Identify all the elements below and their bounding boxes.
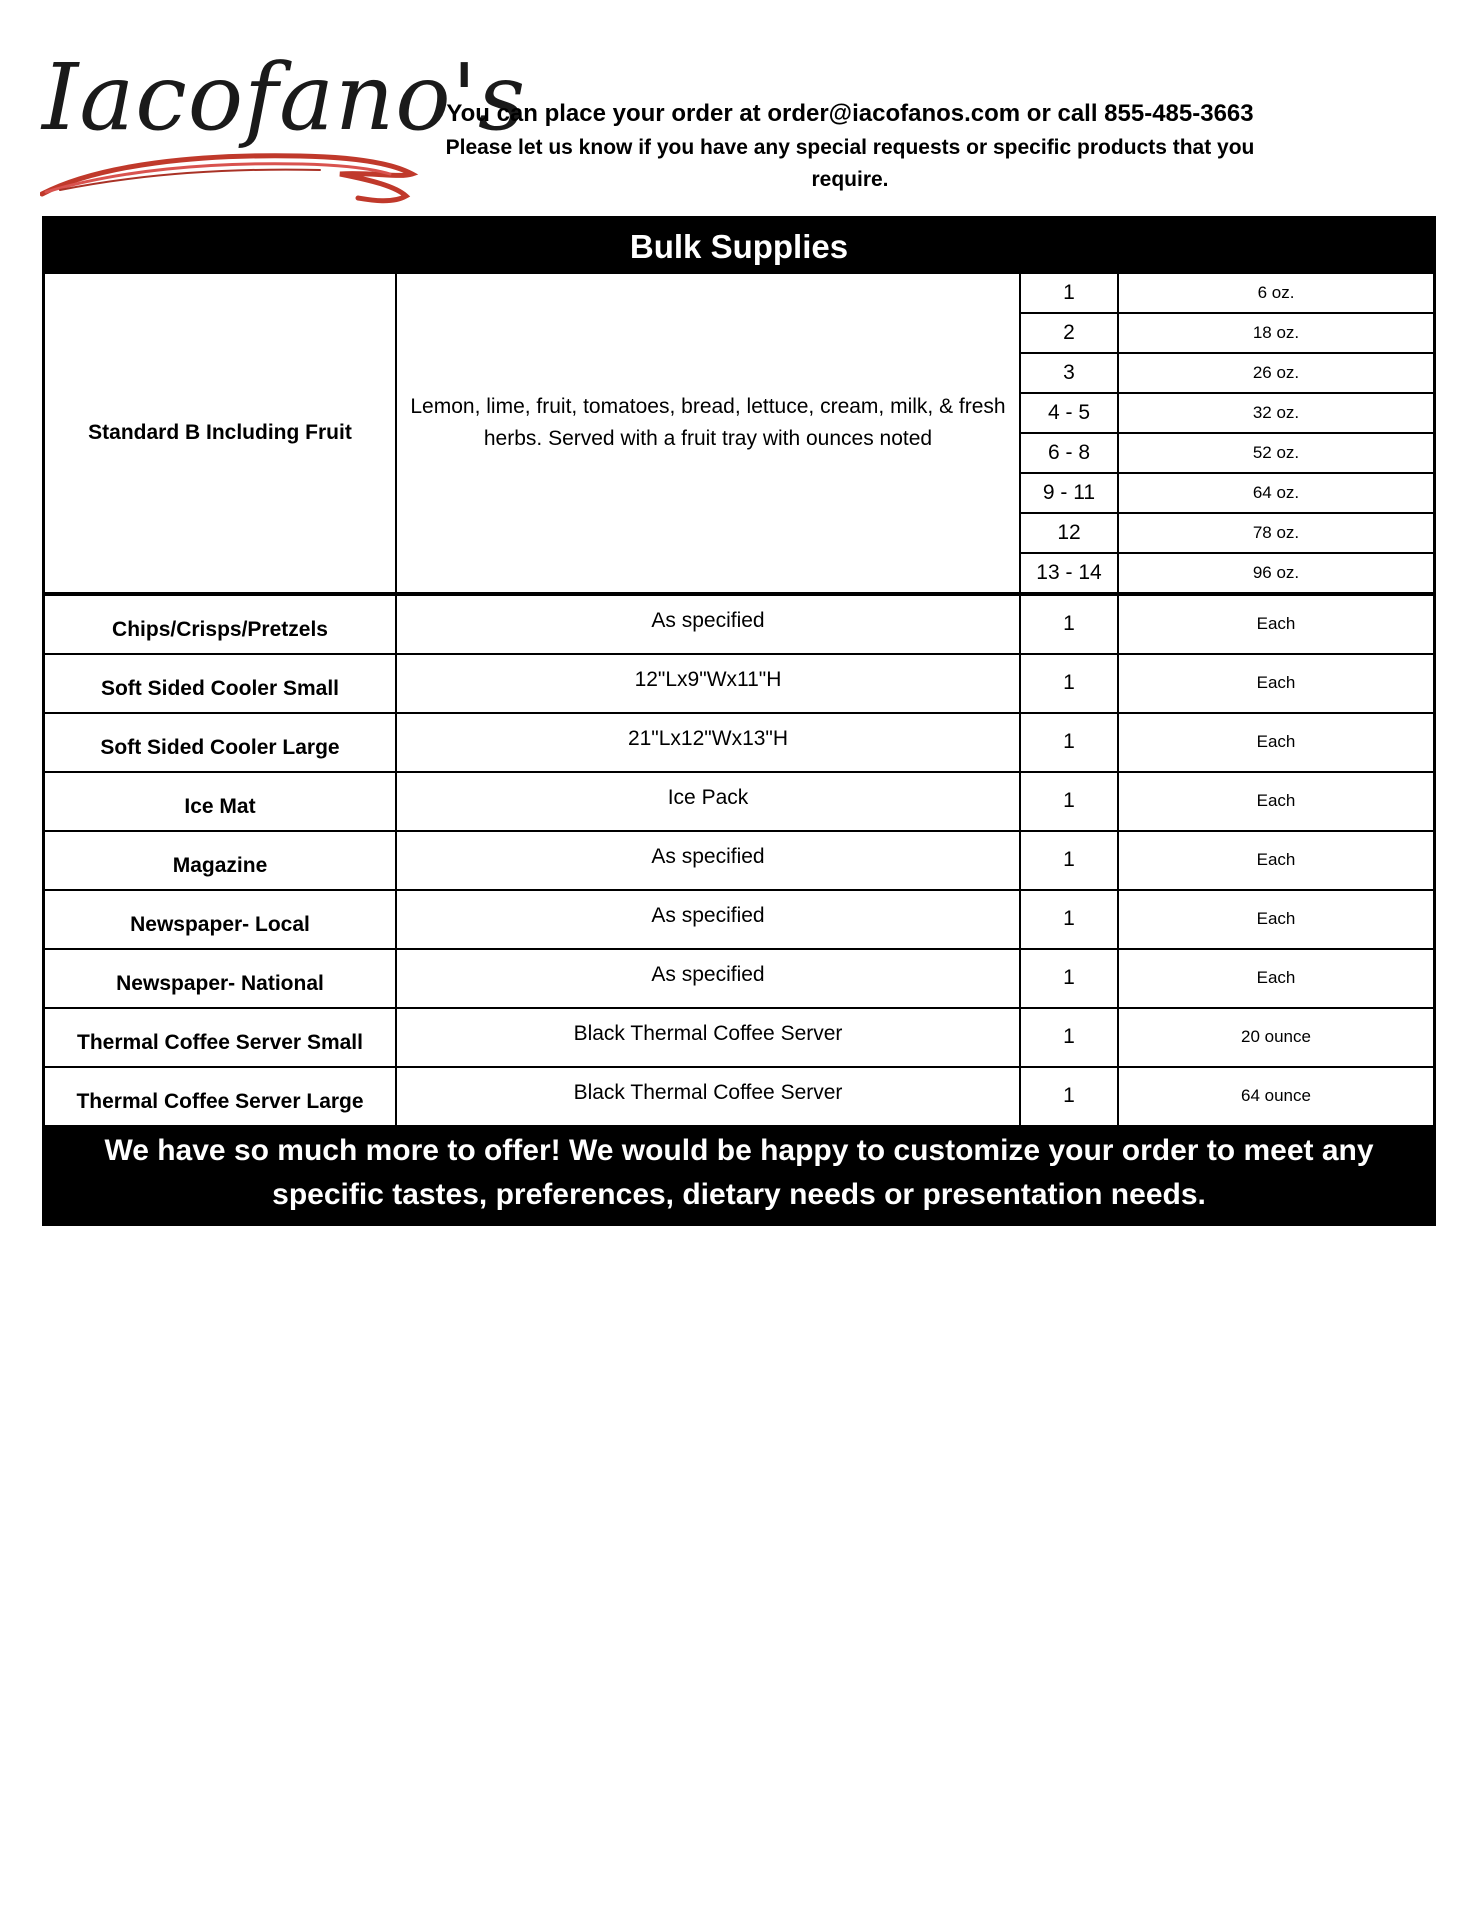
item-name: Thermal Coffee Server Small xyxy=(45,1008,396,1067)
item-unit: Each xyxy=(1118,713,1433,772)
table-row xyxy=(45,772,1433,831)
item-description: Black Thermal Coffee Server xyxy=(396,1008,1020,1067)
item-name: Ice Mat xyxy=(45,772,396,831)
tier-guests: 3 xyxy=(1020,353,1118,393)
tier-amount: 96 oz. xyxy=(1118,553,1433,594)
tier-guests: 9 - 11 xyxy=(1020,473,1118,513)
item-qty: 1 xyxy=(1020,949,1118,1008)
item-unit: 20 ounce xyxy=(1118,1008,1433,1067)
tier-guests: 4 - 5 xyxy=(1020,393,1118,433)
brand-logo-text: Iacofano's xyxy=(42,44,527,151)
item-description: As specified xyxy=(396,594,1020,654)
table-row xyxy=(45,713,1433,772)
table-row xyxy=(45,949,1433,1008)
brand-logo xyxy=(40,38,527,208)
table-row xyxy=(45,594,1433,654)
tier-guests: 13 - 14 xyxy=(1020,553,1118,594)
item-unit: Each xyxy=(1118,949,1433,1008)
bulk-supplies-sheet xyxy=(42,216,1436,1226)
tier-guests: 6 - 8 xyxy=(1020,433,1118,473)
item-description: Ice Pack xyxy=(396,772,1020,831)
item-name: Newspaper- Local xyxy=(45,890,396,949)
order-contact-text: You can place your order at order@iacofanos.com or call 855-485-3663 xyxy=(446,100,1254,127)
item-name: Soft Sided Cooler Small xyxy=(45,654,396,713)
item-unit: Each xyxy=(1118,594,1433,654)
item-qty: 1 xyxy=(1020,831,1118,890)
tier-guests: 1 xyxy=(1020,274,1118,313)
table-row xyxy=(45,831,1433,890)
item-description: 12"Lx9"Wx11"H xyxy=(396,654,1020,713)
item-qty: 1 xyxy=(1020,654,1118,713)
footer-message: We have so much more to offer! We would be happy to customize your order to meet any specific tastes, preferences, dietary needs or presentation needs. xyxy=(45,1127,1433,1223)
item-description: As specified xyxy=(396,831,1020,890)
item-name: Chips/Crisps/Pretzels xyxy=(45,594,396,654)
logo-swash-icon xyxy=(40,134,420,214)
item-description: As specified xyxy=(396,949,1020,1008)
tier-amount: 18 oz. xyxy=(1118,313,1433,353)
item-name: Standard B Including Fruit xyxy=(45,274,396,594)
tier-amount: 52 oz. xyxy=(1118,433,1433,473)
contact-block xyxy=(410,96,1290,196)
item-qty: 1 xyxy=(1020,594,1118,654)
item-unit: Each xyxy=(1118,654,1433,713)
item-unit: Each xyxy=(1118,772,1433,831)
tier-amount: 64 oz. xyxy=(1118,473,1433,513)
tier-guests: 2 xyxy=(1020,313,1118,353)
item-unit: 64 ounce xyxy=(1118,1067,1433,1126)
item-name: Magazine xyxy=(45,831,396,890)
item-name: Soft Sided Cooler Large xyxy=(45,713,396,772)
item-description: As specified xyxy=(396,890,1020,949)
item-qty: 1 xyxy=(1020,713,1118,772)
item-unit: Each xyxy=(1118,890,1433,949)
item-description: Lemon, lime, fruit, tomatoes, bread, lettuce, cream, milk, & fresh herbs. Served with a fruit tray with ounces noted xyxy=(396,274,1020,594)
supplies-table xyxy=(45,274,1433,1127)
item-description: 21"Lx12"Wx13"H xyxy=(396,713,1020,772)
item-qty: 1 xyxy=(1020,1008,1118,1067)
tier-amount: 32 oz. xyxy=(1118,393,1433,433)
tier-amount: 78 oz. xyxy=(1118,513,1433,553)
table-row xyxy=(45,1008,1433,1067)
item-qty: 1 xyxy=(1020,890,1118,949)
table-title: Bulk Supplies xyxy=(45,219,1433,274)
tier-amount: 26 oz. xyxy=(1118,353,1433,393)
table-row xyxy=(45,654,1433,713)
item-name: Thermal Coffee Server Large xyxy=(45,1067,396,1126)
special-requests-text: Please let us know if you have any special requests or specific products that you require. xyxy=(445,136,1255,191)
item-qty: 1 xyxy=(1020,1067,1118,1126)
table-row xyxy=(45,1067,1433,1126)
item-description: Black Thermal Coffee Server xyxy=(396,1067,1020,1126)
table-row xyxy=(45,890,1433,949)
item-name: Newspaper- National xyxy=(45,949,396,1008)
item-unit: Each xyxy=(1118,831,1433,890)
item-qty: 1 xyxy=(1020,772,1118,831)
tier-guests: 12 xyxy=(1020,513,1118,553)
tier-amount: 6 oz. xyxy=(1118,274,1433,313)
tier-row xyxy=(45,274,1433,313)
